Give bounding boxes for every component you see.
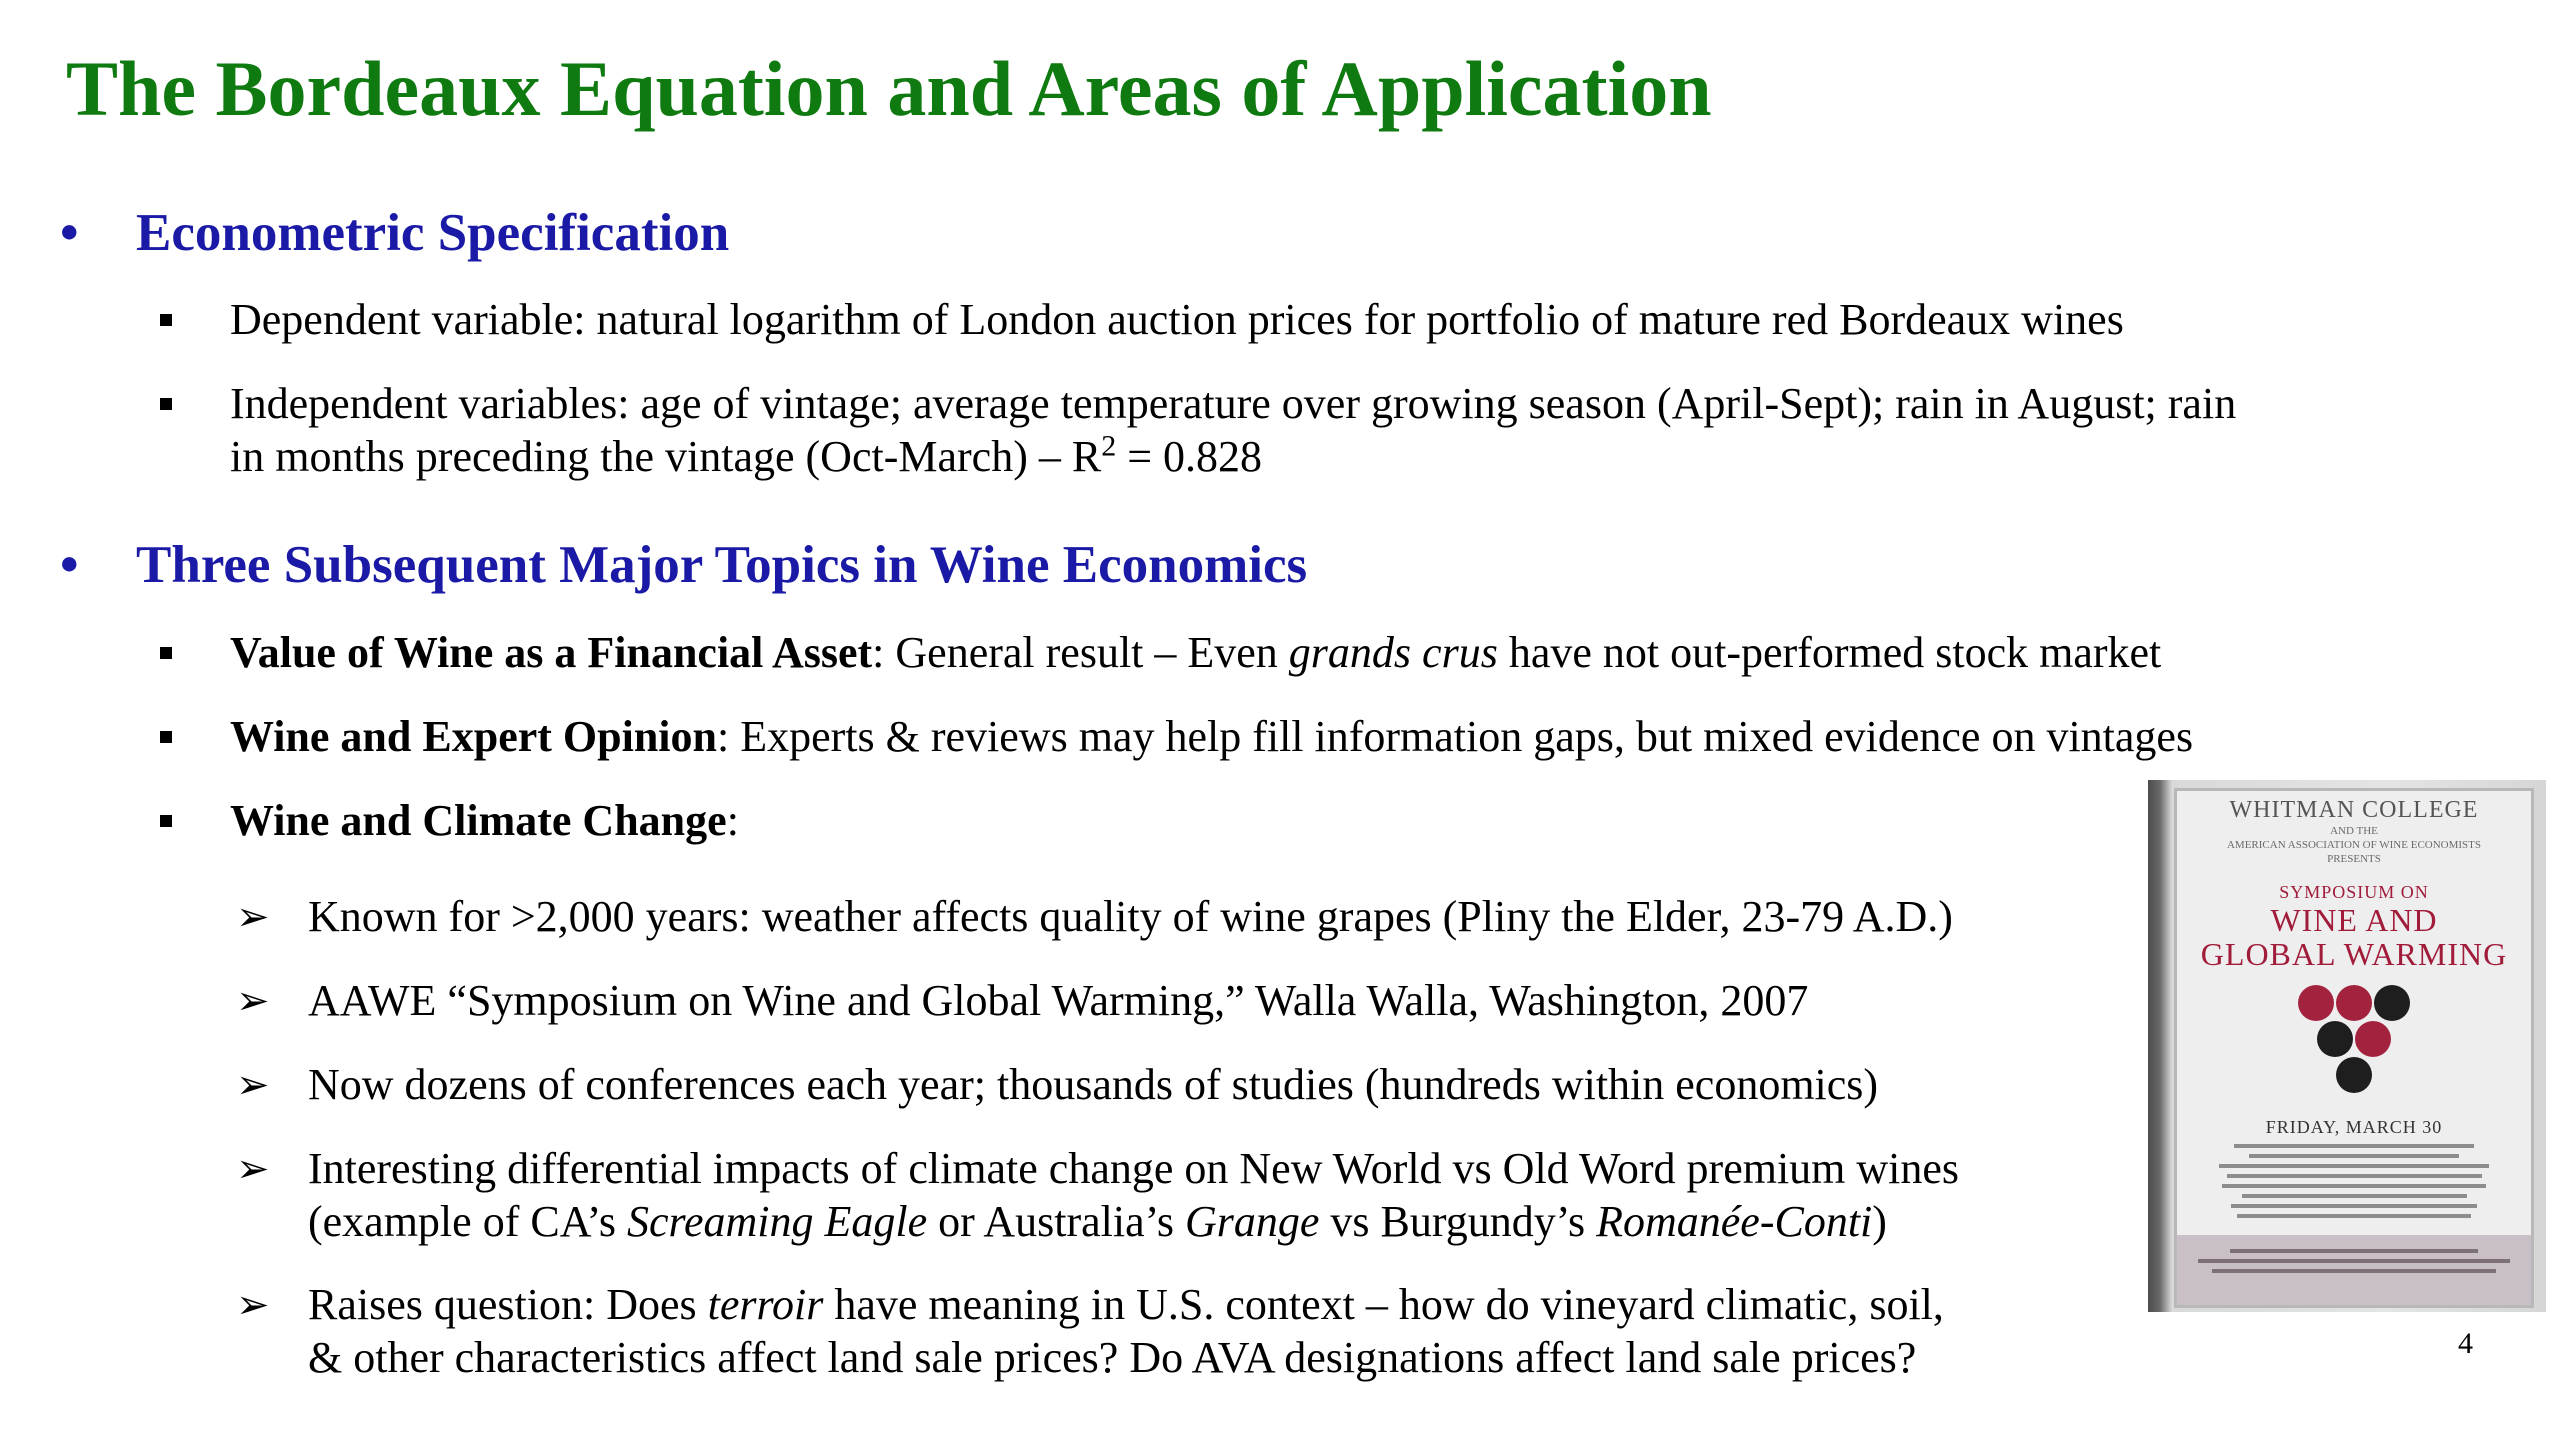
poster-symposium-on: SYMPOSIUM ON	[2279, 882, 2429, 902]
bullet-dot-icon: •	[60, 204, 79, 262]
sub-bullet-text-line1: Interesting differential impacts of climate change on New World vs Old Word premium wines	[308, 1144, 1960, 1193]
poster-association: AMERICAN ASSOCIATION OF WINE ECONOMISTS	[2226, 839, 2482, 851]
square-bullet-icon	[160, 314, 172, 326]
bullet-text-line1: Independent variables: age of vintage; average temperature over growing season (April-Sept); rain in August; rain	[230, 379, 2237, 428]
poster-and-the: AND THE	[2330, 825, 2378, 837]
square-bullet-icon	[160, 398, 172, 410]
page-number: 4	[2458, 1327, 2473, 1360]
r-squared-superscript: 2	[1101, 429, 1117, 463]
symposium-poster-photo	[2148, 780, 2546, 1312]
poster-date: FRIDAY, MARCH 30	[2265, 1117, 2443, 1137]
poster-presents: PRESENTS	[2327, 853, 2381, 865]
sub-bullet-text-line2: & other characteristics affect land sale prices? Do AVA designations affect land sale prices?	[308, 1333, 1917, 1382]
sub-bullet-text: AAWE “Symposium on Wine and Global Warming,” Walla Walla, Washington, 2007	[308, 976, 1809, 1025]
poster-title-line2: GLOBAL WARMING	[2200, 936, 2508, 972]
grape-cluster-icon	[2254, 981, 2454, 1101]
bullet-text: Value of Wine as a Financial Asset: General result – Even grands crus have not out-performed stock market	[230, 628, 2162, 677]
heading-text: Three Subsequent Major Topics in Wine Economics	[136, 536, 1308, 594]
bullet-text-line2: in months preceding the vintage (Oct-March) – $R^2 = 0.828$	[230, 429, 1263, 481]
sub-bullet-text-line2: (example of CA’s Screaming Eagle or Australia’s Grange vs Burgundy’s Romanée-Conti)	[308, 1197, 1887, 1246]
grape-icon	[2336, 1057, 2372, 1093]
arrow-bullet-icon: ➢	[236, 978, 270, 1023]
grape-icon	[2374, 985, 2410, 1021]
poster-fine-print	[2204, 1144, 2504, 1218]
bullet-text: Wine and Expert Opinion: Experts & reviews may help fill information gaps, but mixed evidence on vintages	[230, 712, 2194, 761]
bullet-dot-icon: •	[60, 536, 79, 594]
bullet-text: Dependent variable: natural logarithm of London auction prices for portfolio of mature red Bordeaux wines	[230, 295, 2124, 344]
arrow-bullet-icon: ➢	[236, 1062, 270, 1107]
square-bullet-icon	[160, 815, 172, 827]
grape-icon	[2336, 985, 2372, 1021]
sub-bullet-text: Known for >2,000 years: weather affects quality of wine grapes (Pliny the Elder, 23-79 A.D.)	[308, 892, 1953, 941]
poster-college: WHITMAN COLLEGE	[2229, 797, 2479, 823]
section-heading-econometric	[60, 203, 729, 263]
sub-bullet-text-line1: Raises question: Does terroir have meaning in U.S. context – how do vineyard climatic, soil,	[308, 1280, 1944, 1329]
heading-text: Econometric Specification	[136, 204, 730, 262]
poster-frame	[2174, 788, 2534, 1308]
arrow-bullet-icon: ➢	[236, 894, 270, 939]
sub-bullet-text: Now dozens of conferences each year; thousands of studies (hundreds within economics)	[308, 1060, 1879, 1109]
arrow-bullet-icon: ➢	[236, 1282, 270, 1327]
slide-title: The Bordeaux Equation and Areas of Application	[66, 45, 1712, 132]
grape-icon	[2355, 1021, 2391, 1057]
poster-footer-band	[2177, 1235, 2531, 1305]
bullet-text: Wine and Climate Change:	[230, 796, 739, 845]
section-heading-wine-economics	[60, 535, 1307, 595]
arrow-bullet-icon: ➢	[236, 1146, 270, 1191]
square-bullet-icon	[160, 731, 172, 743]
poster-title-line1: WINE AND	[2270, 902, 2438, 938]
grape-icon	[2317, 1021, 2353, 1057]
square-bullet-icon	[160, 647, 172, 659]
grape-icon	[2298, 985, 2334, 1021]
